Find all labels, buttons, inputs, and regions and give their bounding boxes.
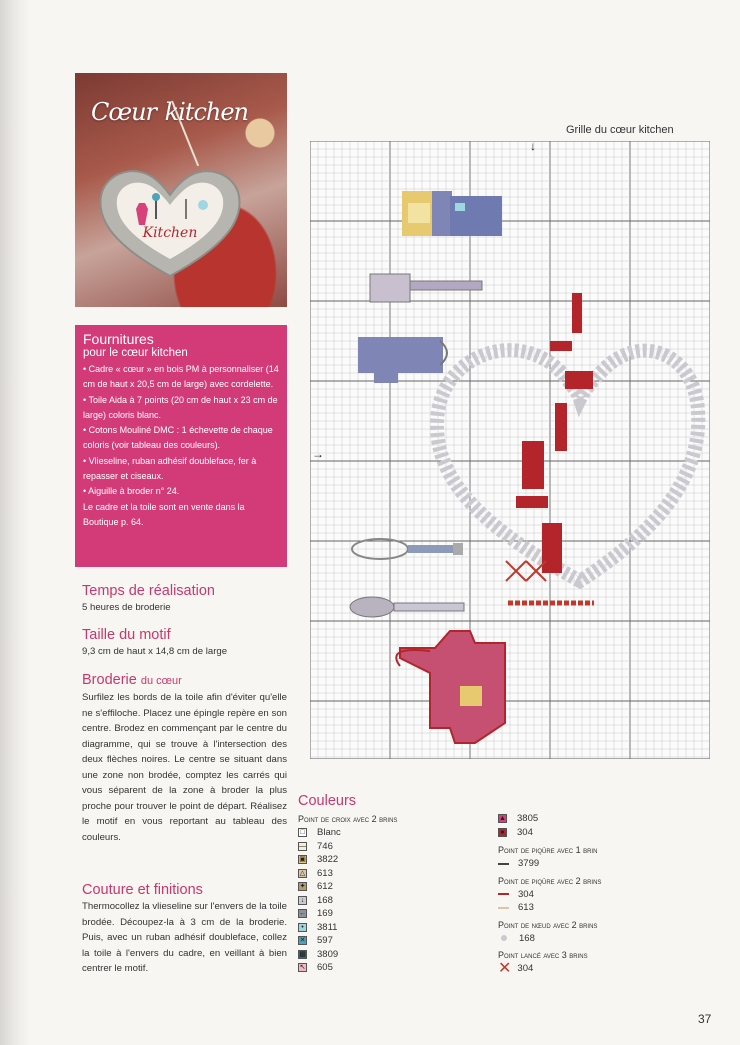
legend-code: 304 <box>518 888 534 900</box>
motif-apron <box>396 631 505 743</box>
supplies-item: • Cotons Mouliné DMC : 1 échevette de chaque coloris (voir tableau des couleurs). <box>83 425 273 451</box>
photo-title-word2: kitchen <box>164 98 248 126</box>
legend-row <box>298 948 478 962</box>
legend-row <box>298 826 478 840</box>
legend-row <box>498 901 698 915</box>
backstitch-line-icon <box>498 863 509 865</box>
legend-code: 304 <box>517 963 534 974</box>
color-swatch-icon: ▩ <box>299 950 306 958</box>
legend-backstitch1-list <box>498 857 698 871</box>
color-swatch-icon: △ <box>299 869 306 877</box>
legend-cross-head: Point de croix avec 2 brins <box>298 814 398 824</box>
legend-row <box>498 932 698 946</box>
legend-row <box>298 853 478 867</box>
color-swatch-icon: ▣ <box>299 856 306 864</box>
legend-code: 3805 <box>517 813 539 824</box>
legend-straight-list <box>498 962 698 976</box>
motif-pot-holder <box>358 337 447 383</box>
heart-kitchen-lettering: Kitchen <box>142 225 198 241</box>
legend-cross-list <box>298 826 478 975</box>
color-swatch-icon: ← <box>299 910 306 918</box>
legend-cross2-list <box>498 812 698 839</box>
legend-column-1 <box>298 812 478 975</box>
legend-code: 746 <box>317 840 333 852</box>
legend-row <box>298 934 478 948</box>
cross-stitch-grid <box>310 141 710 759</box>
motif-spoon <box>350 597 464 617</box>
color-swatch-icon: ▲ <box>499 815 506 823</box>
legend-backstitch2-head: Point de piqûre avec 2 brins <box>498 875 602 886</box>
grid-motifs <box>310 141 710 759</box>
time-title: Temps de réalisation <box>82 583 215 599</box>
supplies-item: • Toile Aida à 7 points (20 cm de haut x 23 cm de large) coloris blanc. <box>83 394 278 420</box>
supplies-item: • Vlieseline, ruban adhésif doubleface, fer à repasser et ciseaux. <box>83 455 257 482</box>
legend-code: 597 <box>317 935 333 946</box>
embroidery-text: Surfilez les bords de la toile afin d'éviter qu'elle ne s'effiloche. Placez une épingle repère en son centre. Brodez en commençant par le centre du diagramme, qui se trouve à l'intersection des deux flèches noires. Le centre se situant dans une zone non brodée, comptez les carrés qui vous séparent de la zone à broder la plus proche pour trouver le point de départ. Réalisez le motif en vous reportant au tableau des couleurs. <box>82 692 287 843</box>
legend-knot-head: Point de nœud avec 2 brins <box>498 919 598 930</box>
legend-code: 168 <box>519 932 535 944</box>
motif-whisk <box>352 539 463 559</box>
legend-row <box>298 961 478 975</box>
heart-frame-image <box>95 161 245 281</box>
page-gutter-shadow <box>0 0 30 1045</box>
legend-backstitch1-head: Point de piqûre avec 1 brin <box>498 845 598 855</box>
legend-straight-head: Point lancé avec 3 brins <box>498 950 588 960</box>
legend-code: 3811 <box>317 921 338 933</box>
supplies-title: Fournitures <box>83 331 154 347</box>
color-swatch-icon: ↓ <box>298 896 307 905</box>
embroidery-title-small: du cœur <box>140 675 182 687</box>
page-number: 37 <box>698 1012 712 1026</box>
legend-code: 612 <box>317 881 333 892</box>
finishing-section <box>82 882 287 977</box>
photo-title-word1: Cœur <box>91 98 157 126</box>
legend-code: 613 <box>317 867 333 879</box>
color-swatch-icon: ✦ <box>299 883 306 891</box>
motif-oven-mitt-top <box>402 191 502 236</box>
grid-title: Grille du cœur kitchen <box>566 124 674 136</box>
legend-column-2 <box>498 812 698 976</box>
legend-title: Couleurs <box>298 793 357 809</box>
legend-code: 168 <box>317 894 333 906</box>
legend-row <box>498 857 698 871</box>
legend-code: 169 <box>317 908 333 919</box>
project-photo <box>75 73 287 307</box>
color-swatch-icon: ↖ <box>299 964 306 972</box>
legend-backstitch2-list <box>498 888 698 915</box>
french-knot-icon <box>501 935 507 941</box>
legend-row <box>498 812 698 826</box>
legend-row <box>298 880 478 894</box>
legend-code: 613 <box>518 902 534 913</box>
center-arrow-left-icon: → <box>312 447 324 461</box>
backstitch-line-icon <box>498 893 509 895</box>
finishing-title: Couture et finitions <box>82 882 203 898</box>
legend-row <box>298 867 478 881</box>
time-text: 5 heures de broderie <box>82 602 171 613</box>
color-swatch-icon: ✕ <box>299 937 306 945</box>
supplies-item: • Cadre « cœur » en bois PM à personnaliser (14 cm de haut x 20,5 cm de large) avec cordelette. <box>83 364 279 390</box>
legend-code: 304 <box>517 826 533 838</box>
color-swatch-icon: • <box>298 923 307 932</box>
legend-row <box>498 962 698 976</box>
supplies-item: • Aiguille à broder n° 24. <box>83 486 180 497</box>
legend-code: Blanc <box>317 827 341 838</box>
embroidery-section <box>82 672 287 845</box>
legend-code: 3822 <box>317 854 339 865</box>
legend-row <box>498 888 698 902</box>
embroidery-title-main: Broderie <box>82 672 137 688</box>
legend-code: 3799 <box>518 858 540 869</box>
finishing-text: Thermocollez la vlieseline sur l'envers de la toile brodée. Découpez-la à 3 cm de la broderie. Puis, avec un ruban adhésif doubleface, collez la toile à l'envers du cadre, en veillant à bien centrer le motif. <box>82 901 287 974</box>
legend-row <box>298 921 478 935</box>
center-arrow-top-icon: ↓ <box>530 139 536 153</box>
photo-title <box>91 93 248 128</box>
legend-row <box>298 907 478 921</box>
color-swatch-icon: ● <box>498 828 507 837</box>
motif-kitchen-word <box>506 293 594 603</box>
time-section <box>82 583 287 616</box>
size-title: Taille du motif <box>82 627 171 643</box>
legend-row <box>298 840 478 854</box>
color-swatch-icon: — <box>299 842 306 850</box>
color-swatch-icon: □ <box>298 828 307 837</box>
supplies-box <box>75 325 287 567</box>
motif-spatula <box>370 274 482 302</box>
embroidery-title <box>82 672 287 690</box>
size-text: 9,3 cm de haut x 14,8 cm de large <box>82 646 228 657</box>
supplies-subtitle: pour le cœur kitchen <box>83 347 188 359</box>
legend-knot-list <box>498 932 698 946</box>
legend-row <box>498 826 698 840</box>
straight-stitch-icon: ✕ <box>498 960 512 977</box>
supplies-note: Le cadre et la toile sont en vente dans la Boutique p. 64. <box>83 501 245 527</box>
legend-row <box>298 894 478 908</box>
size-section <box>82 627 287 660</box>
backstitch-line-icon <box>498 907 509 909</box>
legend-code: 3809 <box>317 948 339 960</box>
legend-code: 605 <box>317 962 333 973</box>
